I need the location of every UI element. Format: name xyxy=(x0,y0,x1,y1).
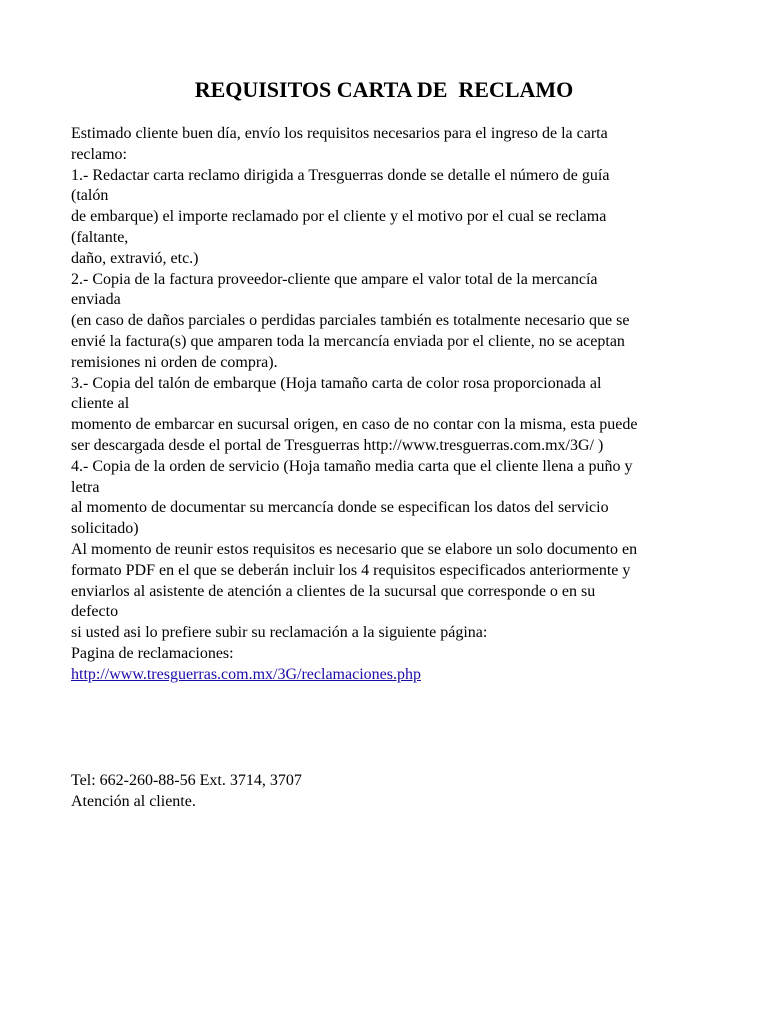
body-line: (en caso de daños parciales o perdidas parciales también es totalmente necesario que se xyxy=(71,312,630,330)
body-line: (talón xyxy=(71,187,109,205)
body-line: ser descargada desde el portal de Tresguerras http://www.tresguerras.com.mx/3G/ ) xyxy=(71,436,604,454)
body-line: enviada xyxy=(71,291,121,309)
body-line: 3.- Copia del talón de embarque (Hoja tamaño carta de color rosa proporcionada al xyxy=(71,374,602,392)
body-line: letra xyxy=(71,478,100,496)
body-line: Al momento de reunir estos requisitos es necesario que se elabore un solo documento en xyxy=(71,540,638,558)
body-line: (faltante, xyxy=(71,228,129,246)
document-title: REQUISITOS CARTA DE RECLAMO xyxy=(194,77,574,102)
body-line: formato PDF en el que se deberán incluir los 4 requisitos especificados anteriormente y xyxy=(71,561,631,579)
body-line: defecto xyxy=(71,603,119,621)
reclamaciones-link[interactable]: http://www.tresguerras.com.mx/3G/reclamaciones.php xyxy=(71,665,421,683)
body-line: solicitado) xyxy=(71,520,139,538)
document-body xyxy=(71,124,711,686)
body-line: envié la factura(s) que amparen toda la mercancía enviada por el cliente, no se aceptan xyxy=(71,332,625,350)
body-line: 2.- Copia de la factura proveedor-cliente que ampare el valor total de la mercancía xyxy=(71,270,598,288)
body-line: daño, extravió, etc.) xyxy=(71,249,199,267)
contact-attention: Atención al cliente. xyxy=(71,793,196,810)
contact-phone: Tel: 662-260-88-56 Ext. 3714, 3707 xyxy=(71,772,302,789)
body-line: reclamo: xyxy=(71,145,127,163)
body-line: al momento de documentar su mercancía donde se especifican los datos del servicio xyxy=(71,499,609,517)
body-line: Estimado cliente buen día, envío los requisitos necesarios para el ingreso de la carta xyxy=(71,125,608,142)
body-line: 1.- Redactar carta reclamo dirigida a Tresguerras donde se detalle el número de guía xyxy=(71,166,610,184)
body-line: remisiones ni orden de compra). xyxy=(71,353,278,371)
body-line: Pagina de reclamaciones: xyxy=(71,644,234,662)
body-line: enviarlos al asistente de atención a clientes de la sucursal que corresponde o en su xyxy=(71,582,596,600)
body-line: de embarque) el importe reclamado por el cliente y el motivo por el cual se reclama xyxy=(71,208,607,226)
body-line: cliente al xyxy=(71,395,130,413)
body-line: 4.- Copia de la orden de servicio (Hoja tamaño media carta que el cliente llena a puño y xyxy=(71,457,633,475)
body-line: si usted asi lo prefiere subir su reclamación a la siguiente página: xyxy=(71,624,488,642)
body-line: momento de embarcar en sucursal origen, en caso de no contar con la misma, esta puede xyxy=(71,416,638,434)
contact-block xyxy=(71,770,302,812)
